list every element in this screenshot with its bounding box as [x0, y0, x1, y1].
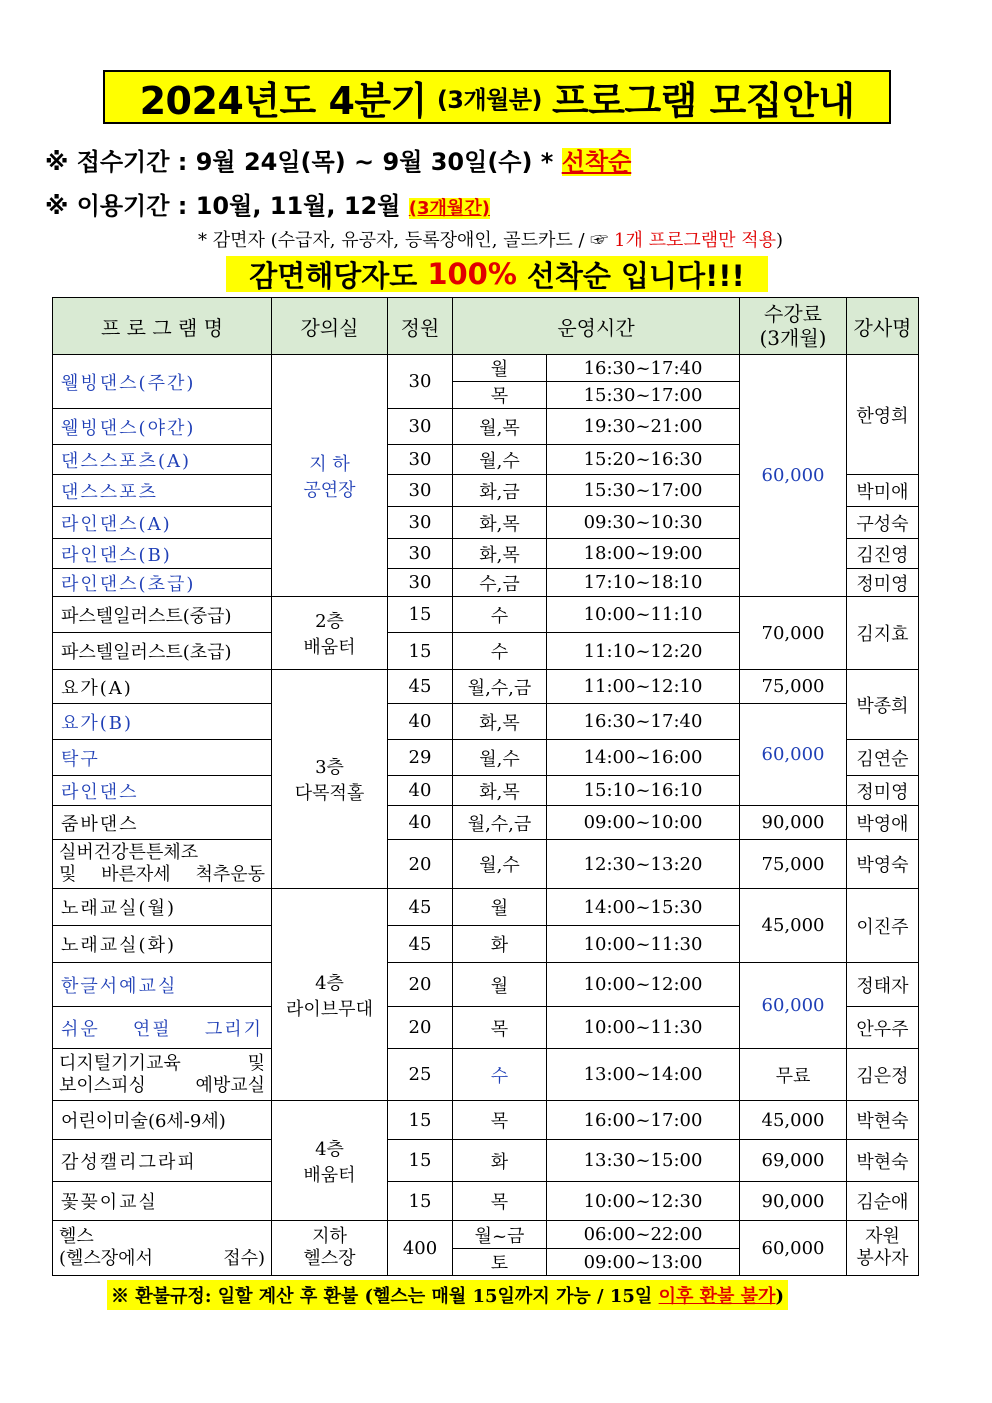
- day-cell: 수: [453, 1049, 547, 1101]
- program-name: 라인댄스: [53, 776, 272, 806]
- room-floor: 4층: [315, 972, 344, 994]
- time-cell: 11:10~12:20: [547, 633, 740, 670]
- time-cell: 10:00~12:30: [547, 1182, 740, 1221]
- program-table: [52, 297, 919, 1276]
- cap-cell: 15: [388, 633, 453, 670]
- reception-text: ※ 접수기간 : 9월 24일(목) ~ 9월 30일(수) *: [45, 148, 554, 176]
- day-cell: 월: [453, 963, 547, 1007]
- day-cell: 화: [453, 926, 547, 963]
- discount-text: * 감면자 (수급자, 유공자, 등록장애인, 골드카드 / ☞: [198, 230, 615, 251]
- fee-cell: 90,000: [740, 806, 847, 840]
- teacher-cell: 안우주: [847, 1007, 919, 1049]
- cap-cell: 25: [388, 1049, 453, 1101]
- table-row: [53, 840, 919, 889]
- title-main: 2024년도 4분기: [139, 78, 427, 123]
- day-cell: 월: [453, 355, 547, 382]
- program-name: 웰빙댄스(야간): [53, 409, 272, 445]
- room-name: 배움터: [303, 637, 356, 658]
- day-cell: 월,수,금: [453, 670, 547, 704]
- discount-note: [198, 226, 783, 252]
- teacher-cell: 박종희: [847, 670, 919, 740]
- day-cell: 화,금: [453, 475, 547, 507]
- header-cap: 정원: [388, 298, 453, 355]
- program-name: 탁구: [53, 740, 272, 776]
- header-room: 강의실: [272, 298, 388, 355]
- cap-cell: 29: [388, 740, 453, 776]
- first-come-badge: 선착순: [561, 148, 632, 176]
- program-name: 요가(B): [53, 704, 272, 740]
- program-name: 댄스스포츠(A): [53, 445, 272, 475]
- teacher-cell: 박현숙: [847, 1140, 919, 1182]
- fee-cell: 75,000: [740, 670, 847, 704]
- day-cell: 목: [453, 382, 547, 409]
- program-name-line2: 보이스피싱 예방교실: [59, 1074, 265, 1096]
- table-row: [53, 597, 919, 633]
- day-cell: 월,수,금: [453, 806, 547, 840]
- cap-cell: 40: [388, 806, 453, 840]
- notice-banner: [226, 256, 768, 292]
- fee-cell: 45,000: [740, 889, 847, 963]
- time-cell: 14:00~15:30: [547, 889, 740, 926]
- teacher-cell: 한영희: [847, 355, 919, 475]
- program-name: 노래교실(화): [53, 926, 272, 963]
- cap-cell: 40: [388, 704, 453, 740]
- room-cell: [272, 355, 388, 597]
- day-cell: 화,목: [453, 776, 547, 806]
- table-row: [53, 806, 919, 840]
- teacher-cell: [847, 1221, 919, 1276]
- day-cell: 수,금: [453, 569, 547, 597]
- time-cell: 15:30~17:00: [547, 475, 740, 507]
- room-floor: 3층: [315, 757, 344, 778]
- fee-cell: 무료: [740, 1049, 847, 1101]
- cap-cell: 20: [388, 840, 453, 889]
- day-cell: 월,수: [453, 740, 547, 776]
- time-cell: 09:00~10:00: [547, 806, 740, 840]
- three-months-badge: (3개월간): [408, 198, 490, 219]
- time-cell: 10:00~11:30: [547, 1007, 740, 1049]
- program-name-line2: 및 바른자세 척추운동: [59, 864, 265, 885]
- time-cell: 19:30~21:00: [547, 409, 740, 445]
- program-name-line1: 헬스: [59, 1226, 94, 1247]
- day-cell: 화: [453, 1140, 547, 1182]
- header-time: 운영시간: [453, 298, 740, 355]
- room-cell: [272, 1221, 388, 1276]
- time-cell: 15:10~16:10: [547, 776, 740, 806]
- program-name-line1: 디지털기기교육 및: [59, 1052, 265, 1074]
- program-name: 꽃꽂이교실: [53, 1182, 272, 1221]
- room-cell: [272, 597, 388, 670]
- cap-cell: 30: [388, 507, 453, 539]
- cap-cell: 15: [388, 597, 453, 633]
- fee-cell: 75,000: [740, 840, 847, 889]
- room-floor: 지하: [312, 1226, 347, 1247]
- cap-cell: 30: [388, 445, 453, 475]
- time-cell: 13:30~15:00: [547, 1140, 740, 1182]
- program-name-line1: 실버건강튼튼체조: [59, 842, 199, 863]
- program-name: 파스텔일러스트(중급): [53, 597, 272, 633]
- program-name: 파스텔일러스트(초급): [53, 633, 272, 670]
- time-cell: 09:30~10:30: [547, 507, 740, 539]
- header-teacher: 강사명: [847, 298, 919, 355]
- time-cell: 15:20~16:30: [547, 445, 740, 475]
- usage-period: [45, 186, 490, 221]
- refund-policy: [107, 1280, 788, 1310]
- time-cell: 10:00~12:00: [547, 963, 740, 1007]
- reception-period: [45, 142, 631, 177]
- discount-end: ): [776, 230, 784, 251]
- program-name: 한글서예교실: [53, 963, 272, 1007]
- day-cell: 화,목: [453, 704, 547, 740]
- discount-red: 1개 프로그램만 적용: [614, 230, 777, 251]
- cap-cell: 45: [388, 889, 453, 926]
- program-name: [53, 1221, 272, 1276]
- time-cell: 06:00~22:00: [547, 1221, 740, 1249]
- cap-cell: 20: [388, 963, 453, 1007]
- teacher-cell: 김순애: [847, 1182, 919, 1221]
- room-cell: [272, 670, 388, 889]
- room-name: 다목적홀: [294, 783, 365, 804]
- day-cell: 월: [453, 889, 547, 926]
- table-row: [53, 1101, 919, 1140]
- day-cell: 월,수: [453, 445, 547, 475]
- cap-cell: 40: [388, 776, 453, 806]
- program-name: 웰빙댄스(주간): [53, 355, 272, 409]
- time-cell: 14:00~16:00: [547, 740, 740, 776]
- header-fee: 수강료 (3개월): [740, 298, 847, 355]
- room-floor: 2층: [315, 611, 344, 632]
- fee-cell: 69,000: [740, 1140, 847, 1182]
- teacher-cell: 구성숙: [847, 507, 919, 539]
- cap-cell: 30: [388, 569, 453, 597]
- room-cell: [272, 889, 388, 1101]
- day-cell: 월,목: [453, 409, 547, 445]
- table-row: [53, 889, 919, 926]
- time-cell: 12:30~13:20: [547, 840, 740, 889]
- refund-red: 이후 환불 불가: [658, 1286, 776, 1307]
- banner-b: 100%: [427, 257, 517, 291]
- program-name: 줌바댄스: [53, 806, 272, 840]
- header-program: 프 로 그 램 명: [53, 298, 272, 355]
- program-name: 요가(A): [53, 670, 272, 704]
- teacher-cell: 김은정: [847, 1049, 919, 1101]
- room-cell: [272, 1101, 388, 1221]
- program-name: 댄스스포츠: [53, 475, 272, 507]
- room-floor: 4층: [315, 1138, 344, 1160]
- day-cell: 목: [453, 1182, 547, 1221]
- teacher-line2: 봉사자: [856, 1248, 909, 1269]
- usage-text: ※ 이용기간 : 10월, 11월, 12월: [45, 192, 401, 220]
- title-sub: (3개월분): [436, 85, 543, 114]
- table-row: [53, 963, 919, 1007]
- room-name: 헬스장: [303, 1248, 356, 1269]
- program-name: 노래교실(월): [53, 889, 272, 926]
- table-row: [53, 1182, 919, 1221]
- cap-cell: 45: [388, 670, 453, 704]
- room-name: 공연장: [303, 479, 356, 501]
- program-name: 어린이미술(6세-9세): [53, 1101, 272, 1140]
- time-cell: 16:00~17:00: [547, 1101, 740, 1140]
- time-cell: 10:00~11:30: [547, 926, 740, 963]
- day-cell: 토: [453, 1249, 547, 1276]
- table-row: [53, 355, 919, 382]
- cap-cell: 15: [388, 1140, 453, 1182]
- room-name: 라이브무대: [286, 998, 373, 1020]
- program-name: 라인댄스(초급): [53, 569, 272, 597]
- refund-text: ※ 환불규정: 일할 계산 후 환불 (헬스는 매월 15일까지 가능 / 15일: [111, 1286, 659, 1307]
- fee-cell: 60,000: [740, 704, 847, 806]
- header-row: [53, 298, 919, 355]
- day-cell: 목: [453, 1007, 547, 1049]
- teacher-cell: 정태자: [847, 963, 919, 1007]
- teacher-line1: 자원: [865, 1226, 900, 1247]
- table-row: [53, 704, 919, 740]
- day-cell: 수: [453, 597, 547, 633]
- teacher-cell: 박현숙: [847, 1101, 919, 1140]
- teacher-cell: 박영애: [847, 806, 919, 840]
- teacher-cell: 정미영: [847, 776, 919, 806]
- time-cell: 18:00~19:00: [547, 539, 740, 569]
- day-cell: 수: [453, 633, 547, 670]
- time-cell: 13:00~14:00: [547, 1049, 740, 1101]
- program-name: 라인댄스(A): [53, 507, 272, 539]
- cap-cell: 15: [388, 1101, 453, 1140]
- fee-cell: 60,000: [740, 963, 847, 1049]
- fee-cell: 90,000: [740, 1182, 847, 1221]
- banner-a: 감면해당자도: [249, 258, 418, 293]
- fee-cell: 60,000: [740, 355, 847, 597]
- teacher-cell: 김지효: [847, 597, 919, 670]
- table-row: [53, 1049, 919, 1101]
- time-cell: 10:00~11:10: [547, 597, 740, 633]
- table-row: [53, 1221, 919, 1249]
- title-tail: 프로그램 모집안내: [552, 78, 855, 123]
- cap-cell: 15: [388, 1182, 453, 1221]
- fee-cell: 60,000: [740, 1221, 847, 1276]
- cap-cell: 30: [388, 539, 453, 569]
- table-row: [53, 1140, 919, 1182]
- program-name: 쉬운 연필 그리기: [53, 1007, 272, 1049]
- day-cell: 화,목: [453, 507, 547, 539]
- room-name: 배움터: [303, 1164, 356, 1186]
- program-name: [53, 1049, 272, 1101]
- time-cell: 11:00~12:10: [547, 670, 740, 704]
- program-name: 라인댄스(B): [53, 539, 272, 569]
- cap-cell: 45: [388, 926, 453, 963]
- program-name-line2: (헬스장에서 접수): [59, 1248, 265, 1269]
- day-cell: 월,수: [453, 840, 547, 889]
- program-name: 감성캘리그라피: [53, 1140, 272, 1182]
- room-floor: 지 하: [309, 453, 350, 475]
- teacher-cell: 김연순: [847, 740, 919, 776]
- time-cell: 17:10~18:10: [547, 569, 740, 597]
- refund-end: ): [775, 1286, 784, 1307]
- table-row: [53, 670, 919, 704]
- cap-cell: 400: [388, 1221, 453, 1276]
- time-cell: 15:30~17:00: [547, 382, 740, 409]
- cap-cell: 30: [388, 409, 453, 445]
- day-cell: 월~금: [453, 1221, 547, 1249]
- fee-cell: 70,000: [740, 597, 847, 670]
- teacher-cell: 정미영: [847, 569, 919, 597]
- time-cell: 16:30~17:40: [547, 704, 740, 740]
- teacher-cell: 김진영: [847, 539, 919, 569]
- day-cell: 화,목: [453, 539, 547, 569]
- banner-c: 선착순 입니다!!!: [526, 258, 745, 293]
- fee-cell: 45,000: [740, 1101, 847, 1140]
- day-cell: 목: [453, 1101, 547, 1140]
- time-cell: 16:30~17:40: [547, 355, 740, 382]
- program-name: [53, 840, 272, 889]
- time-cell: 09:00~13:00: [547, 1249, 740, 1276]
- cap-cell: 30: [388, 475, 453, 507]
- cap-cell: 30: [388, 355, 453, 409]
- cap-cell: 20: [388, 1007, 453, 1049]
- teacher-cell: 이진주: [847, 889, 919, 963]
- page-title: [103, 70, 891, 124]
- teacher-cell: 박영숙: [847, 840, 919, 889]
- teacher-cell: 박미애: [847, 475, 919, 507]
